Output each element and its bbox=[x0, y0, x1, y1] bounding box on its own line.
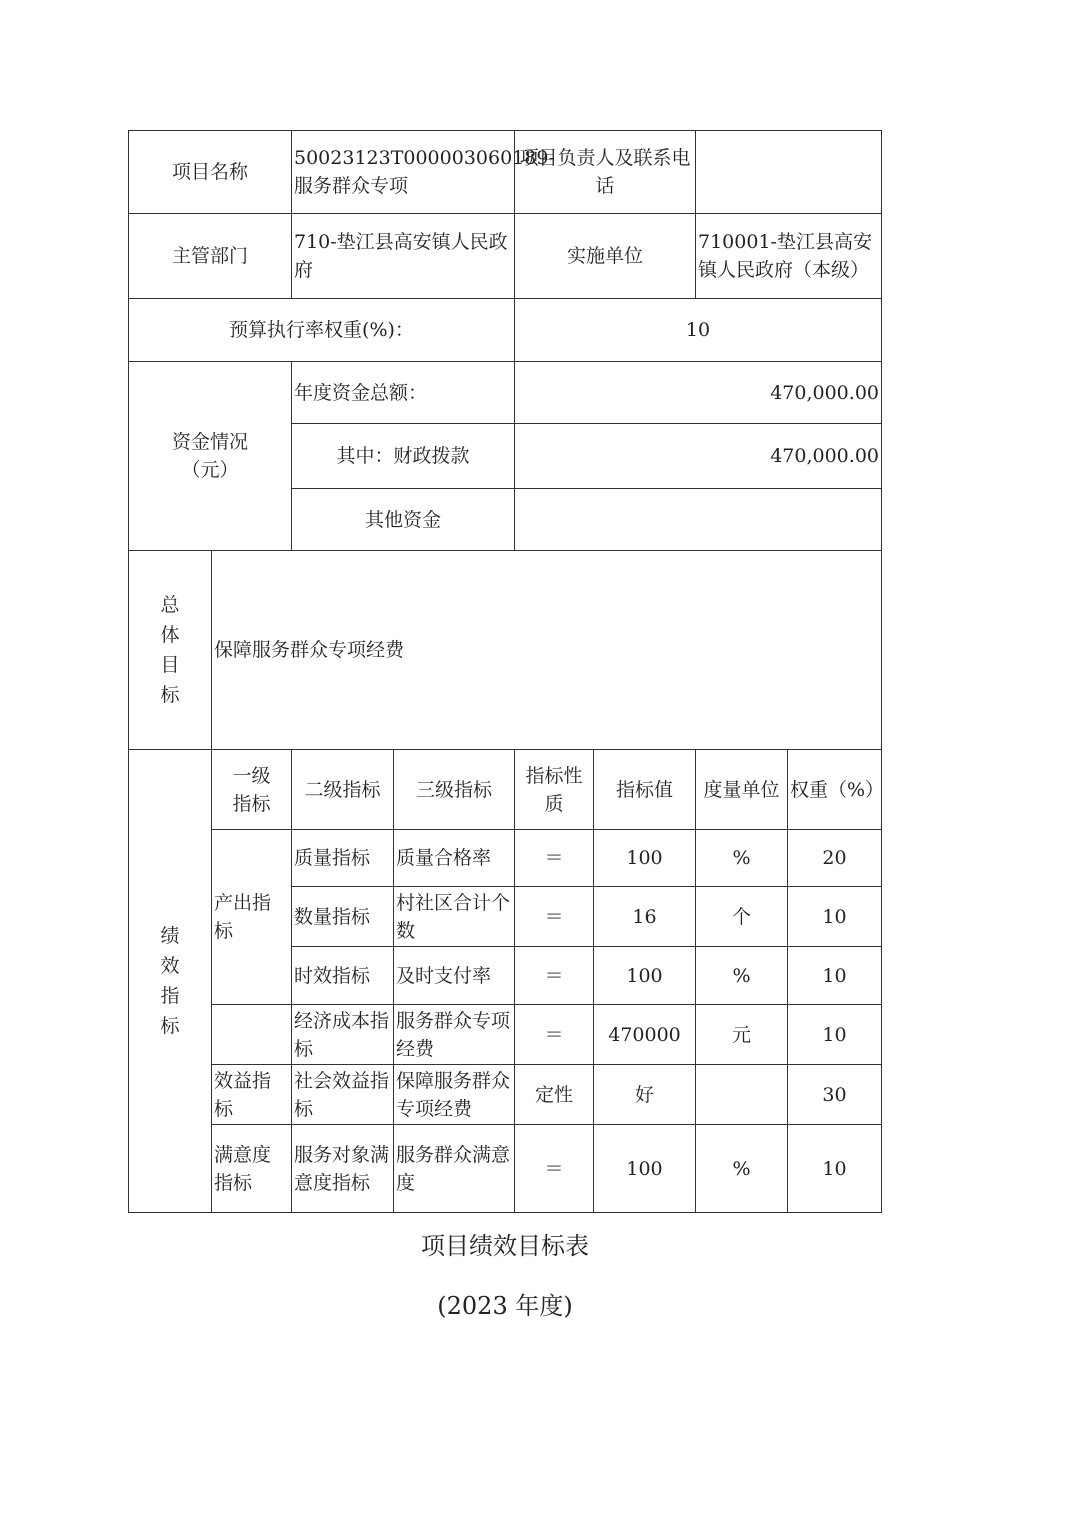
table-row-value: 470000 bbox=[593, 1004, 696, 1065]
level1-empty bbox=[211, 1004, 292, 1065]
contact-label: 项目负责人及联系电话 bbox=[514, 130, 696, 214]
table-row-level3: 及时支付率 bbox=[393, 946, 515, 1005]
year-subtitle: (2023 年度) bbox=[437, 1292, 573, 1320]
level1-benefit: 效益指标 bbox=[211, 1064, 292, 1125]
table-row-nature: ＝ bbox=[514, 946, 594, 1005]
table-row-level2: 经济成本指标 bbox=[291, 1004, 394, 1065]
dept-label: 主管部门 bbox=[128, 213, 292, 299]
table-row-unit: % bbox=[695, 829, 788, 887]
table-row-nature: ＝ bbox=[514, 1004, 594, 1065]
other-funds-value bbox=[514, 488, 882, 551]
level1-satisfaction: 满意度指标 bbox=[211, 1124, 292, 1213]
table-row-weight: 10 bbox=[787, 1004, 882, 1065]
header-level2: 二级指标 bbox=[291, 749, 394, 830]
table-row-level2: 社会效益指标 bbox=[291, 1064, 394, 1125]
table-row-level3: 村社区合计个数 bbox=[393, 886, 515, 947]
funds-label: 资金情况（元） bbox=[128, 361, 292, 551]
table-row-unit: 元 bbox=[695, 1004, 788, 1065]
table-row-nature: ＝ bbox=[514, 829, 594, 887]
level1-output: 产出指标 bbox=[211, 829, 292, 1005]
page-title: 项目绩效目标表 bbox=[421, 1232, 589, 1260]
table-row-nature: ＝ bbox=[514, 886, 594, 947]
table-row-level3: 质量合格率 bbox=[393, 829, 515, 887]
impl-label: 实施单位 bbox=[514, 213, 696, 299]
table-row-weight: 10 bbox=[787, 1124, 882, 1213]
goal-value: 保障服务群众专项经费 bbox=[211, 550, 882, 750]
fiscal-label: 其中：财政拨款 bbox=[291, 423, 515, 489]
header-level3: 三级指标 bbox=[393, 749, 515, 830]
annual-total-label: 年度资金总额： bbox=[291, 361, 515, 424]
table-row-level2: 时效指标 bbox=[291, 946, 394, 1005]
goal-label: 总体目标 bbox=[128, 550, 212, 750]
table-row-value: 100 bbox=[593, 829, 696, 887]
table-row-unit: 个 bbox=[695, 886, 788, 947]
project-name-value: 50023123T000003060189-服务群众专项 bbox=[291, 130, 515, 214]
table-row-level2: 数量指标 bbox=[291, 886, 394, 947]
header-weight: 权重（%） bbox=[787, 749, 882, 830]
header-value: 指标值 bbox=[593, 749, 696, 830]
table-row-weight: 10 bbox=[787, 886, 882, 947]
table-row-level3: 服务群众专项经费 bbox=[393, 1004, 515, 1065]
annual-total-value: 470,000.00 bbox=[514, 361, 882, 424]
table-row-level2: 服务对象满意度指标 bbox=[291, 1124, 394, 1213]
table-row-unit: % bbox=[695, 946, 788, 1005]
table-row-nature: ＝ bbox=[514, 1124, 594, 1213]
table-row-weight: 30 bbox=[787, 1064, 882, 1125]
header-unit: 度量单位 bbox=[695, 749, 788, 830]
table-row-level3: 服务群众满意度 bbox=[393, 1124, 515, 1213]
table-row-level3: 保障服务群众专项经费 bbox=[393, 1064, 515, 1125]
table-row-value: 16 bbox=[593, 886, 696, 947]
fiscal-value: 470,000.00 bbox=[514, 423, 882, 489]
table-row-unit: % bbox=[695, 1124, 788, 1213]
table-row-weight: 20 bbox=[787, 829, 882, 887]
budget-weight-label: 预算执行率权重(%)： bbox=[128, 298, 515, 362]
header-level1: 一级指标 bbox=[211, 749, 292, 830]
header-nature: 指标性质 bbox=[514, 749, 594, 830]
impl-value: 710001-垫江县高安镇人民政府（本级） bbox=[695, 213, 882, 299]
table-row-value: 100 bbox=[593, 1124, 696, 1213]
other-funds-label: 其他资金 bbox=[291, 488, 515, 551]
project-name-label: 项目名称 bbox=[128, 130, 292, 214]
contact-value bbox=[695, 130, 882, 214]
budget-weight-value: 10 bbox=[514, 298, 882, 362]
table-row-value: 好 bbox=[593, 1064, 696, 1125]
table-row-weight: 10 bbox=[787, 946, 882, 1005]
table-row-level2: 质量指标 bbox=[291, 829, 394, 887]
table-row-unit bbox=[695, 1064, 788, 1125]
table-row-value: 100 bbox=[593, 946, 696, 1005]
table-row-nature: 定性 bbox=[514, 1064, 594, 1125]
performance-label: 绩效指标 bbox=[128, 749, 212, 1213]
dept-value: 710-垫江县高安镇人民政府 bbox=[291, 213, 515, 299]
